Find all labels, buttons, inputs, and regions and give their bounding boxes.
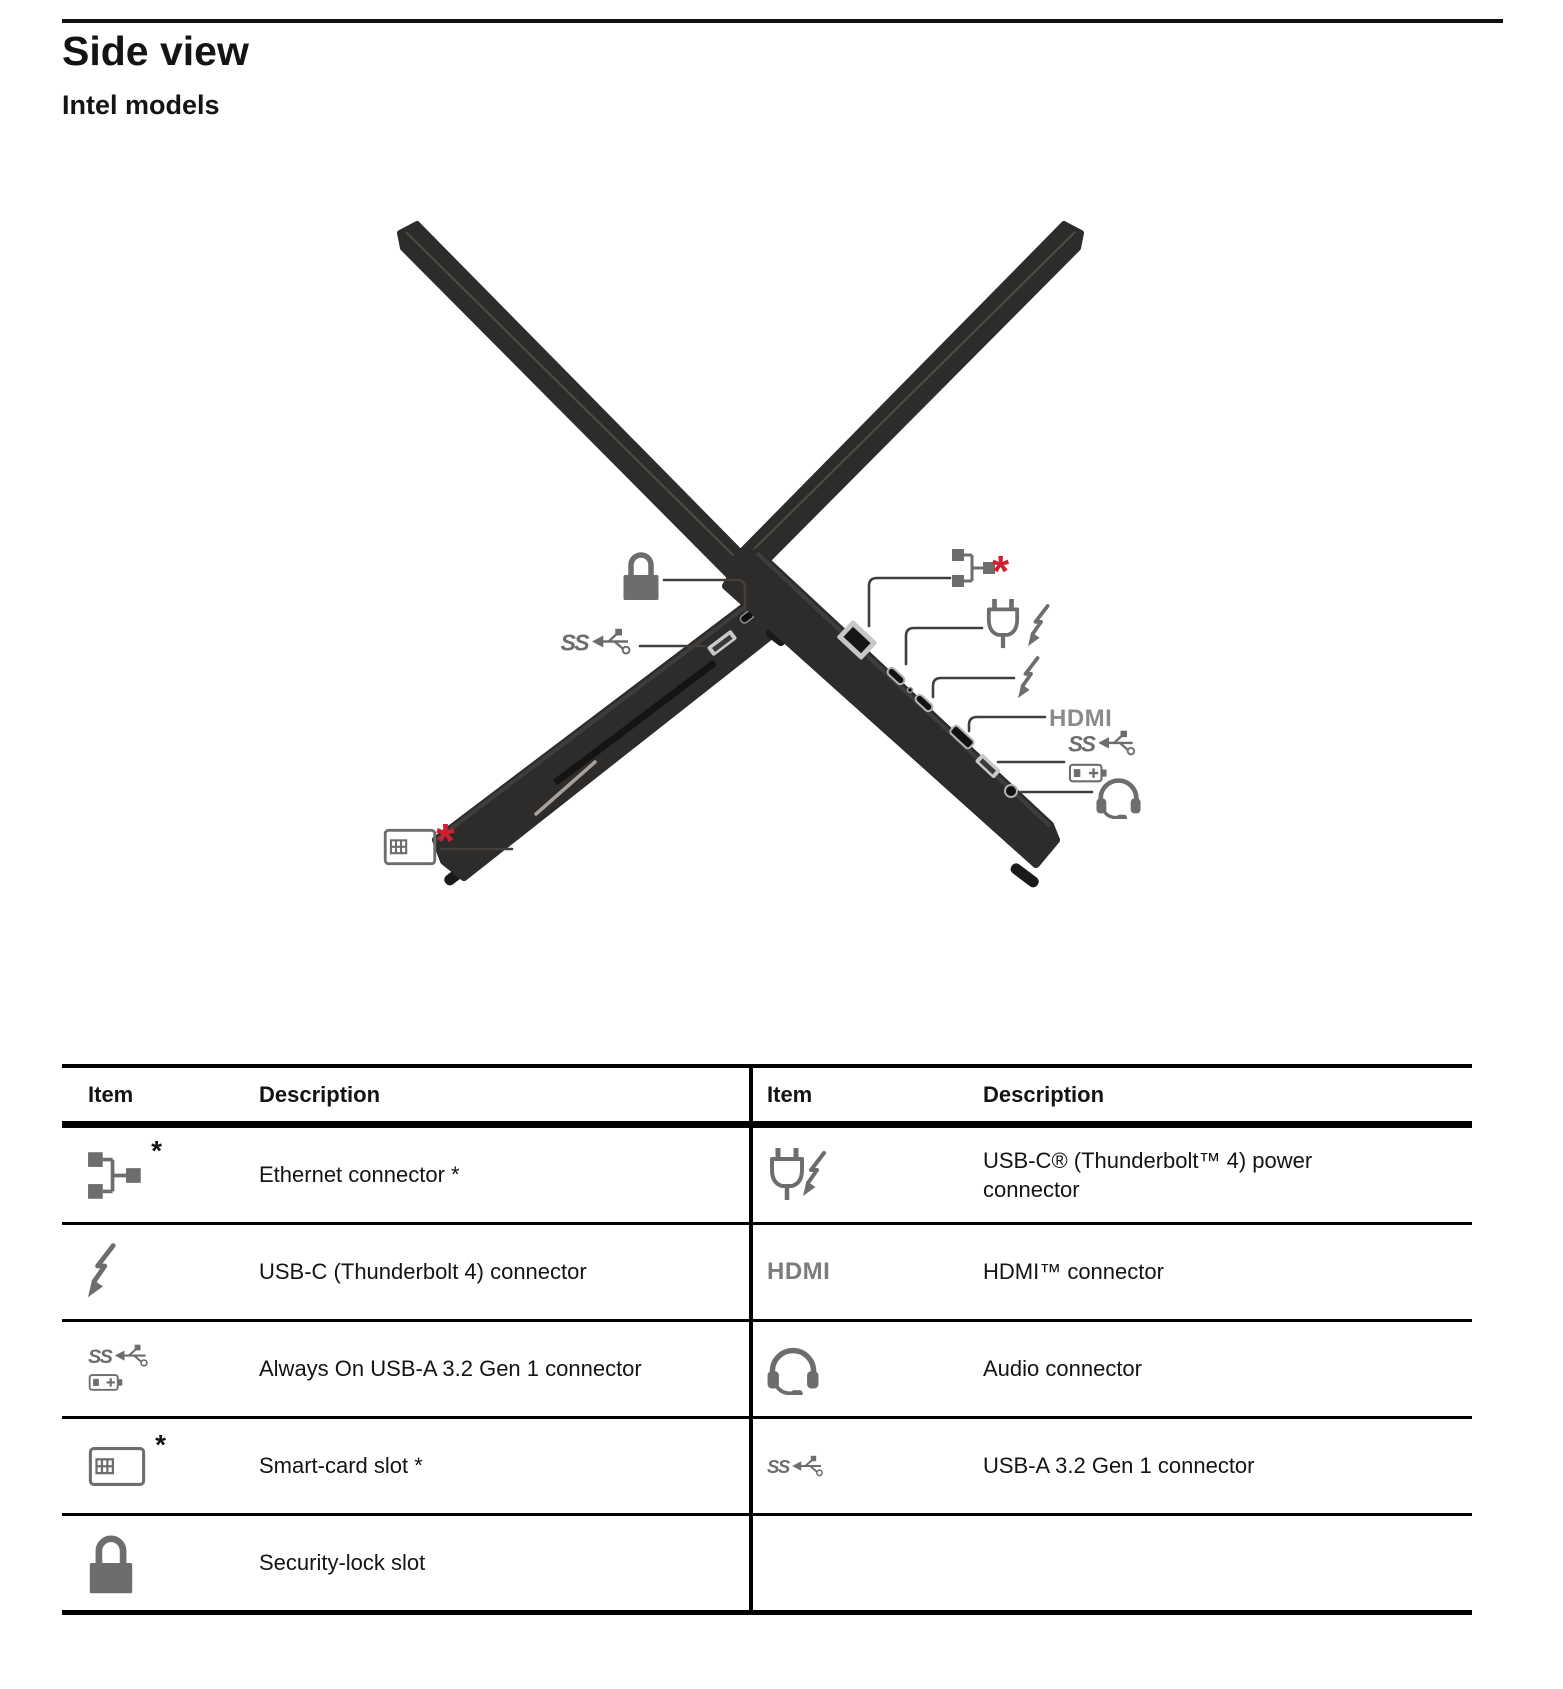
header-item-left: Item [88, 1081, 134, 1107]
connector-table [62, 1064, 1472, 1615]
headset-icon [1096, 781, 1140, 821]
header-description-left: Description [259, 1081, 381, 1107]
leader-usb-c-power [906, 628, 982, 664]
always-on-usb-a-icon [1068, 731, 1134, 782]
page-subtitle: Intel models [62, 90, 220, 120]
description: Audio connector [983, 1356, 1142, 1382]
left-vent-grille [553, 660, 717, 786]
table-row [62, 1125, 1472, 1222]
ethernet-icon [952, 549, 995, 587]
description: USB-C (Thunderbolt 4) connector [259, 1259, 587, 1285]
table-row [62, 1513, 1472, 1610]
table-row [62, 1319, 1472, 1416]
description: Ethernet connector * [259, 1162, 460, 1188]
description: HDMI™ connector [983, 1259, 1164, 1285]
description: USB-C® (Thunderbolt™ 4) power connector [983, 1147, 1313, 1202]
ethernet-asterisk: * [992, 547, 1010, 596]
header-item-right: Item [749, 1068, 983, 1121]
usb-c-power-icon [767, 1148, 833, 1202]
table-row [62, 1416, 1472, 1513]
page-title: Side view [62, 28, 249, 74]
security-lock-icon [624, 555, 659, 600]
table-row [62, 1222, 1472, 1319]
smart-card-icon [385, 830, 435, 863]
left-lid-edge-highlight [406, 232, 738, 560]
right-laptop-side-view [726, 224, 1081, 889]
audio-jack [1005, 785, 1017, 797]
thunderbolt-icon [1018, 658, 1038, 698]
power-bolt-icon [1028, 606, 1048, 646]
left-laptop-side-view [400, 224, 779, 887]
always-on-usb-a-icon [88, 1344, 152, 1394]
usb-ss-icon [561, 629, 630, 656]
leader-ethernet [869, 578, 950, 626]
empty-cell [749, 1516, 983, 1610]
right-laptop-base [726, 552, 1056, 864]
description: Security-lock slot [259, 1550, 426, 1576]
right-lid-edge-highlight [743, 232, 1075, 560]
hdmi-label: HDMI [1049, 705, 1113, 732]
ethernet-icon [88, 1134, 162, 1200]
description: Always On USB-A 3.2 Gen 1 connector [259, 1356, 642, 1382]
left-base-top-edge [436, 602, 752, 840]
smart-card-asterisk: * [436, 815, 455, 868]
usb-ss-icon [767, 1455, 827, 1477]
leader-thunderbolt [933, 678, 1014, 697]
asterisk: * [155, 1428, 166, 1460]
hdmi-text: HDMI [767, 1258, 831, 1285]
description: USB-A 3.2 Gen 1 connector [983, 1453, 1255, 1479]
asterisk: * [151, 1134, 162, 1166]
description: Smart-card slot * [259, 1453, 423, 1479]
header-description-right: Description [983, 1081, 1105, 1107]
headset-icon [767, 1343, 819, 1395]
right-laptop-feet [764, 626, 1041, 889]
smart-card-icon [88, 1428, 166, 1488]
leader-hdmi [969, 717, 1045, 731]
table-header-row [62, 1068, 1472, 1125]
usb-c-power-icon [989, 599, 1017, 648]
thunderbolt-icon [88, 1243, 124, 1301]
security-lock-icon [88, 1530, 134, 1596]
mic-hole [908, 688, 913, 693]
